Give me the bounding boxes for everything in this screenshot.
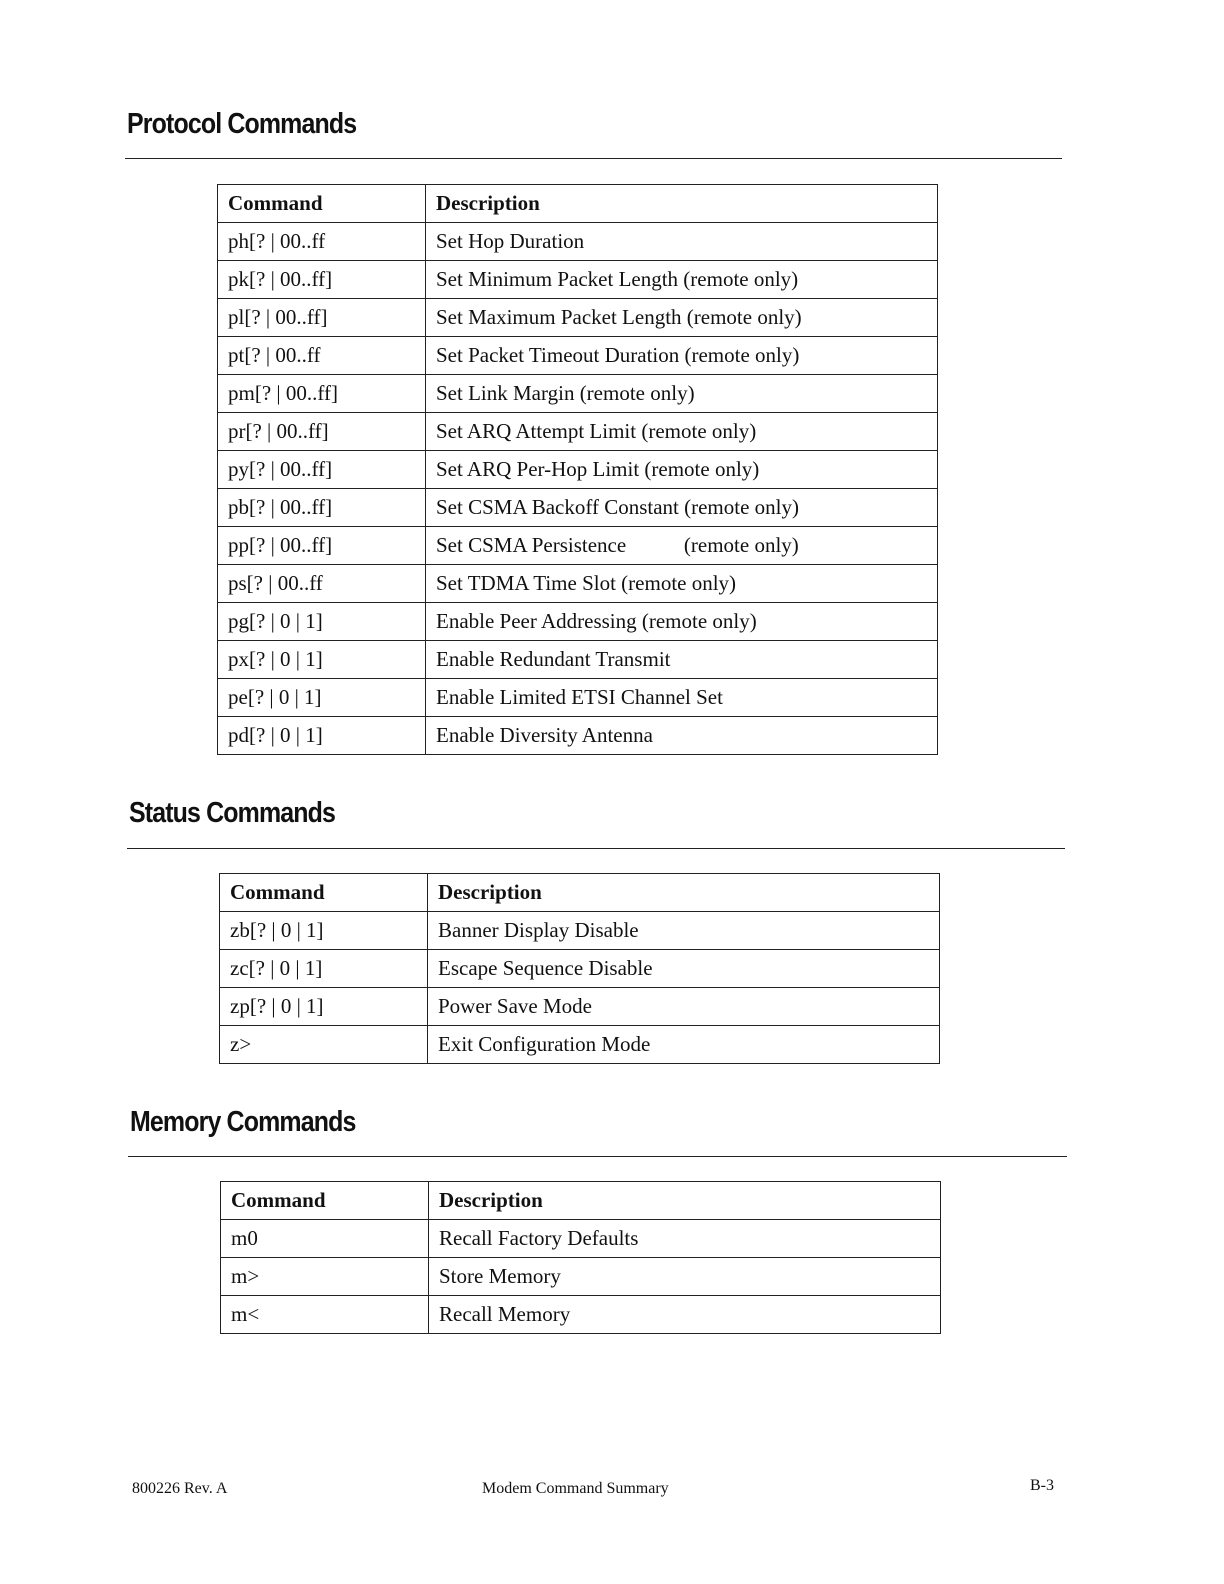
header-command: Command: [221, 1182, 429, 1220]
command-cell: px[? | 0 | 1]: [218, 641, 426, 679]
command-cell: py[? | 00..ff]: [218, 451, 426, 489]
protocol-section-title: Protocol Commands: [127, 108, 357, 140]
description-cell: Set Minimum Packet Length (remote only): [426, 261, 938, 299]
description-cell: Escape Sequence Disable: [428, 950, 940, 988]
protocol-commands-table: [217, 184, 938, 755]
command-cell: pe[? | 0 | 1]: [218, 679, 426, 717]
description-cell: Recall Factory Defaults: [429, 1220, 941, 1258]
command-cell: m<: [221, 1296, 429, 1334]
table-row: [220, 950, 940, 988]
command-cell: m>: [221, 1258, 429, 1296]
description-cell: Set TDMA Time Slot (remote only): [426, 565, 938, 603]
header-description: Description: [428, 874, 940, 912]
table-row: [221, 1296, 941, 1334]
command-cell: pb[? | 00..ff]: [218, 489, 426, 527]
header-command: Command: [220, 874, 428, 912]
description-cell: Recall Memory: [429, 1296, 941, 1334]
table-header-row: [221, 1182, 941, 1220]
table-row: [218, 413, 938, 451]
table-row: [218, 451, 938, 489]
table-row: [218, 565, 938, 603]
command-cell: zp[? | 0 | 1]: [220, 988, 428, 1026]
description-cell: Banner Display Disable: [428, 912, 940, 950]
protocol-section-rule: [125, 158, 1062, 159]
memory-section-rule: [128, 1156, 1067, 1157]
table-row: [218, 679, 938, 717]
footer-title: Modem Command Summary: [482, 1480, 669, 1497]
header-description: Description: [429, 1182, 941, 1220]
table-row: [218, 337, 938, 375]
footer-doc-number: 800226 Rev. A: [132, 1480, 228, 1497]
command-cell: zc[? | 0 | 1]: [220, 950, 428, 988]
description-cell: Enable Diversity Antenna: [426, 717, 938, 755]
description-cell: Exit Configuration Mode: [428, 1026, 940, 1064]
header-description: Description: [426, 185, 938, 223]
description-cell: Set Link Margin (remote only): [426, 375, 938, 413]
description-cell: Store Memory: [429, 1258, 941, 1296]
header-command: Command: [218, 185, 426, 223]
table-row: [218, 299, 938, 337]
table-row: [218, 261, 938, 299]
description-cell: Set ARQ Per-Hop Limit (remote only): [426, 451, 938, 489]
table-header-row: [218, 185, 938, 223]
table-row: [220, 1026, 940, 1064]
status-commands-table: [219, 873, 940, 1064]
description-cell: Set Packet Timeout Duration (remote only): [426, 337, 938, 375]
command-cell: ph[? | 00..ff: [218, 223, 426, 261]
status-section-rule: [127, 848, 1065, 849]
command-cell: pr[? | 00..ff]: [218, 413, 426, 451]
description-cell: Enable Redundant Transmit: [426, 641, 938, 679]
memory-commands-table: [220, 1181, 941, 1334]
table-header-row: [220, 874, 940, 912]
table-row: [218, 717, 938, 755]
description-cell: Power Save Mode: [428, 988, 940, 1026]
table-row: [218, 375, 938, 413]
command-cell: pm[? | 00..ff]: [218, 375, 426, 413]
description-cell: Set CSMA Backoff Constant (remote only): [426, 489, 938, 527]
table-row: [220, 988, 940, 1026]
table-row: [218, 489, 938, 527]
table-row: [221, 1220, 941, 1258]
command-cell: pg[? | 0 | 1]: [218, 603, 426, 641]
command-cell: pt[? | 00..ff: [218, 337, 426, 375]
command-cell: ps[? | 00..ff: [218, 565, 426, 603]
command-cell: pl[? | 00..ff]: [218, 299, 426, 337]
command-cell: zb[? | 0 | 1]: [220, 912, 428, 950]
table-row: [220, 912, 940, 950]
description-cell: Set Hop Duration: [426, 223, 938, 261]
command-cell: pd[? | 0 | 1]: [218, 717, 426, 755]
command-cell: z>: [220, 1026, 428, 1064]
description-cell: Enable Peer Addressing (remote only): [426, 603, 938, 641]
table-row: [218, 223, 938, 261]
footer-page-number: B-3: [1030, 1477, 1054, 1494]
status-section-title: Status Commands: [129, 797, 336, 829]
table-row: [218, 603, 938, 641]
command-cell: m0: [221, 1220, 429, 1258]
table-row: [218, 641, 938, 679]
description-cell: Enable Limited ETSI Channel Set: [426, 679, 938, 717]
command-cell: pk[? | 00..ff]: [218, 261, 426, 299]
description-cell: Set CSMA Persistence (remote only): [426, 527, 938, 565]
description-cell: Set Maximum Packet Length (remote only): [426, 299, 938, 337]
table-row: [218, 527, 938, 565]
table-row: [221, 1258, 941, 1296]
command-cell: pp[? | 00..ff]: [218, 527, 426, 565]
description-cell: Set ARQ Attempt Limit (remote only): [426, 413, 938, 451]
memory-section-title: Memory Commands: [130, 1106, 356, 1138]
